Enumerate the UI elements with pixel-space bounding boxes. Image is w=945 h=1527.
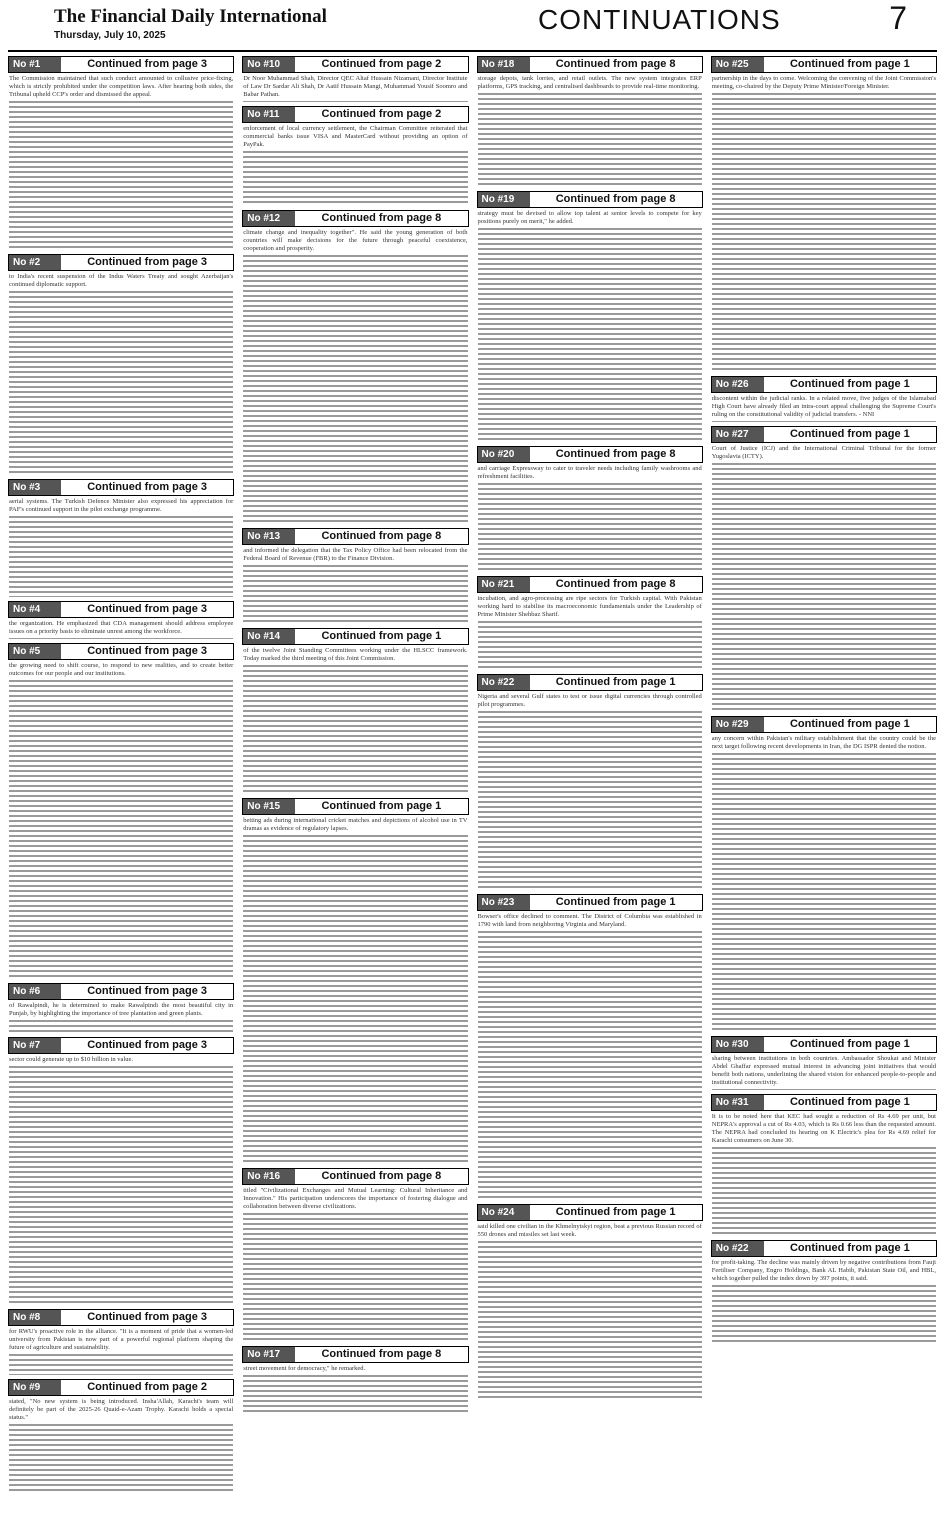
article-body [243,834,467,1164]
article-title: Continued from page 1 [530,1205,702,1220]
article-header [8,254,234,271]
article-body [243,150,467,206]
issue-date: Thursday, July 10, 2025 [54,30,166,41]
article-number: No #1 [9,57,61,72]
page-number: 7 [889,0,907,36]
article-header [711,426,937,443]
article-title: Continued from page 2 [295,107,467,122]
article-body [9,1019,233,1033]
article-body [243,100,467,102]
article-7 [8,1037,234,1305]
article-header [242,798,468,815]
article-header [477,56,703,73]
article-lead: to India's recent suspension of the Indus Waters Treaty and sought Azerbaijan's continued diplomatic support. [9,273,234,288]
article-lead: Bowser's office declined to comment. The District of Columbia was established in 1790 with land from neighboring Virginia and Maryland. [477,913,702,928]
article-number: No #24 [478,1205,530,1220]
article-lead: any concern within Pakistan's military establishment that the country could be the next target following recent developments in Iran, the DG ISPR denied the notion. [711,735,936,750]
article-body [712,1284,936,1344]
article-body [9,637,233,639]
article-number: No #20 [478,447,530,462]
article-title: Continued from page 3 [61,984,233,999]
article-body [478,92,702,187]
article-header [711,716,937,733]
article-lead: sector could generate up to $10 billion in value. [9,1056,134,1063]
article-number: No #19 [478,192,530,207]
article-header [8,1037,234,1054]
article-header [242,56,468,73]
article-body [9,1353,233,1375]
article-body [712,1146,936,1236]
article-number: No #30 [712,1037,764,1052]
article-lead: incubation, and agro-processing are ripe sectors for Turkish capital. With Pakistan working hard to stabilise its macroeconomic fundamentals under the Leadership of Prime Minister Shehbaz Sharif. [477,595,702,618]
article-title: Continued from page 3 [61,1310,233,1325]
article-title: Continued from page 1 [764,57,936,72]
article-lead: The Commission maintained that such conduct amounted to collusive price-fixing, which is strictly prohibited under the competition laws. After hearing both sides, the Tribunal upheld CCP's order and dismissed the appeal. [9,75,234,98]
article-header [242,528,468,545]
article-title: Continued from page 3 [61,480,233,495]
article-27 [711,426,937,712]
article-10 [242,56,468,102]
article-number: No #21 [478,577,530,592]
article-number: No #11 [243,107,295,122]
article-lead: the organization. He emphasized that CDA management should address employee issues on a priority basis to eliminate unrest among the workforce. [9,620,234,635]
article-title: Continued from page 2 [61,1380,233,1395]
article-title: Continued from page 1 [764,1095,936,1110]
article-title: Continued from page 3 [61,1038,233,1053]
article-title: Continued from page 1 [764,1037,936,1052]
article-header [242,1168,468,1185]
article-lead: of Rawalpindi, he is determined to make Rawalpindi the most beautiful city in Punjab, by highlighting the importance of tree plantation and green plants. [9,1002,234,1017]
article-header [711,56,937,73]
article-4 [8,601,234,639]
article-body [712,752,936,1032]
column-1 [8,54,234,1522]
article-1 [8,56,234,250]
article-lead: and informed the delegation that the Tax Policy Office had been relocated from the Federal Board of Revenue (FBR) to the Finance Division. [243,547,468,562]
article-number: No #4 [9,602,61,617]
article-3 [8,479,234,597]
article-body [9,290,233,475]
article-body [243,254,467,524]
article-body [478,930,702,1200]
article-header [8,643,234,660]
article-number: No #12 [243,211,295,226]
article-title: Continued from page 8 [530,577,702,592]
article-title: Continued from page 8 [295,1347,467,1362]
article-title: Continued from page 1 [530,675,702,690]
article-number: No #5 [9,644,61,659]
article-header [8,56,234,73]
article-body [478,1240,702,1400]
article-lead: enforcement of local currency settlement, the Chairman Committee reiterated that commercial banks issue VISA and MasterCard without providing an option of PayPak. [243,125,468,148]
article-header [242,106,468,123]
article-21 [477,576,703,670]
article-title: Continued from page 8 [295,1169,467,1184]
article-31 [711,1094,937,1236]
article-header [477,576,703,593]
masthead [8,0,937,52]
article-9 [8,1379,234,1493]
article-header [8,601,234,618]
article-lead: discontent within the judicial ranks. In a related move, five judges of the Islamabad High Court have already filed an intra-court appeal challenging the Supreme Court's ruling on the constitutional validity of judicial transfers. - NNI [711,395,936,418]
article-header [477,674,703,691]
article-lead: aerial systems. The Turkish Defence Minister also expressed his appreciation for PAF's continued support in the pilot exchange programme. [9,498,234,513]
article-17 [242,1346,468,1414]
article-lead: strategy must be devised to allow top talent at senior levels to compete for key positions purely on merit," he added. [477,210,702,225]
article-lead: street movement for democracy," he remarked. [243,1365,366,1372]
section-title: CONTINUATIONS [538,4,781,35]
article-body [9,1423,233,1493]
article-number: No #23 [478,895,530,910]
article-5 [8,643,234,979]
article-lead: betting ads during international cricket matches and depictions of alcohol use in TV dramas as evidence of regulatory lapses. [243,817,468,832]
article-title: Continued from page 1 [295,629,467,644]
article-lead: the growing need to shift course, to respond to new realities, and to create better outcomes for our people and our institutions. [9,662,234,677]
article-lead: Nigeria and several Gulf states to test or issue digital currencies through controlled pilot programmes. [477,693,702,708]
article-body [243,1212,467,1342]
article-body [478,710,702,890]
article-number: No #27 [712,427,764,442]
article-lead: for profit-taking. The decline was mainly driven by negative contributions from Fauji Fertiliser Company, Engro Holdings, Bank AL Habib, Pakistan State Oil, and HBL, which together pulled the index down by 397 points, it said. [711,1259,936,1282]
article-body [712,1088,936,1090]
article-23 [477,894,703,1200]
article-number: No #25 [712,57,764,72]
article-lead: and carriage Expressway to cater to traveler needs including family washrooms and refreshment facilities. [477,465,702,480]
article-body [712,420,936,422]
article-16 [242,1168,468,1342]
article-19 [477,191,703,442]
article-columns [8,54,937,1522]
article-title: Continued from page 3 [61,255,233,270]
article-body [9,100,233,250]
article-title: Continued from page 3 [61,57,233,72]
article-lead: sharing between institutions in both countries. Ambassador Shoukat and Minister Abdel Ghaffar expressed mutual interest in advancing joint initiatives that would benefit both nations, underlining the shared vision for enhanced people-to-people and institutional connectivity. [711,1055,936,1086]
article-title: Continued from page 8 [295,211,467,226]
article-title: Continued from page 3 [61,644,233,659]
article-2 [8,254,234,475]
article-body [712,92,936,372]
article-header [8,1379,234,1396]
column-3 [477,54,703,1522]
article-title: Continued from page 8 [530,192,702,207]
article-24 [477,1204,703,1400]
article-15 [242,798,468,1164]
article-header [242,1346,468,1363]
article-number: No #18 [478,57,530,72]
article-8 [8,1309,234,1375]
article-lead: stated, "No new system is being introduced. Insha'Allah, Karachi's team will definitely be part of the 2025-26 Quaid-e-Azam Trophy. Karachi holds a special status." [9,1398,234,1421]
article-title: Continued from page 8 [530,447,702,462]
article-title: Continued from page 3 [61,602,233,617]
article-lead: Dr Noor Muhammad Shah, Director QEC Altaf Hussain Nizamani, Director Institute of Law Dr Sardar Ali Shah, Dr Aatif Hussain Mangi, Muhammad Yousif Soomro and Babar Pathan. [243,75,468,98]
article-body [243,1374,467,1414]
article-header [477,446,703,463]
article-header [477,1204,703,1221]
article-lead: climate change and inequality together". He said the young generation of both countries will make decisions for the future through peaceful coexistence, cooperation and prosperity. [243,229,468,252]
article-number: No #13 [243,529,295,544]
article-number: No #7 [9,1038,61,1053]
article-body [243,564,467,624]
article-title: Continued from page 8 [295,529,467,544]
column-2 [242,54,468,1522]
article-title: Continued from page 1 [764,427,936,442]
article-lead: partnership in the days to come. Welcoming the convening of the Joint Commission's meeting, co-chaired by the Deputy Prime Minister/Foreign Minister. [711,75,936,90]
article-12 [242,210,468,524]
article-29 [711,716,937,1032]
article-lead: of the twelve Joint Standing Committees working under the HLSCC framework. Today marked the third meeting of this Joint Commission. [243,647,468,662]
article-header [711,1036,937,1053]
article-body [243,664,467,794]
newspaper-name: The Financial Daily International [54,6,327,27]
article-title: Continued from page 1 [764,1241,936,1256]
article-number: No #14 [243,629,295,644]
article-number: No #2 [9,255,61,270]
article-number: No #6 [9,984,61,999]
article-number: No #10 [243,57,295,72]
article-number: No #17 [243,1347,295,1362]
article-body [9,515,233,597]
article-lead: titled "Civilizational Exchanges and Mutual Learning: Cultural Inheritance and Innovation." His participation underscores the importance of fostering dialogue and collaboration between diverse civilizations. [243,1187,468,1210]
article-header [477,191,703,208]
article-body [9,679,233,979]
article-number: No #26 [712,377,764,392]
article-body [712,462,936,712]
article-title: Continued from page 8 [530,57,702,72]
article-number: No #22 [712,1241,764,1256]
article-header [8,983,234,1000]
article-number: No #9 [9,1380,61,1395]
article-title: Continued from page 1 [764,717,936,732]
article-lead: It is to be noted here that KEC had sought a reduction of Rs 4.69 per unit, but NEPRA's approval a cut of Rs 4.03, which is Rs 0.66 less than the requested amount. The NEPRA had concluded its hearing on K Electric's plea for Rs 4.69 relief for Karachi consumers on June 30. [711,1113,936,1144]
article-body [478,620,702,670]
article-title: Continued from page 2 [295,57,467,72]
article-30 [711,1036,937,1090]
article-18 [477,56,703,187]
article-6 [8,983,234,1033]
article-header [242,628,468,645]
article-lead: storage depots, tank lorries, and retail outlets. The new system integrates ERP platforms, GPS tracking, and centralised dashboards to provide real-time monitoring. [477,75,702,90]
article-header [711,376,937,393]
article-11 [242,106,468,206]
article-number: No #8 [9,1310,61,1325]
article-22 [477,674,703,890]
article-number: No #15 [243,799,295,814]
article-25 [711,56,937,372]
article-13 [242,528,468,624]
article-body [9,1065,233,1305]
article-header [8,479,234,496]
article-26 [711,376,937,422]
article-number: No #22 [478,675,530,690]
article-header [711,1240,937,1257]
article-body [478,482,702,572]
article-number: No #3 [9,480,61,495]
article-header [242,210,468,227]
article-number: No #31 [712,1095,764,1110]
article-14 [242,628,468,794]
article-body [478,227,702,442]
article-32 [711,1240,937,1344]
article-lead: said killed one civilian in the Khmelnytskyi region, beat a previous Russian record of 550 drones and missiles set last week. [477,1223,702,1238]
article-number: No #29 [712,717,764,732]
article-title: Continued from page 1 [295,799,467,814]
article-number: No #16 [243,1169,295,1184]
column-4 [711,54,937,1522]
article-lead: for RWU's proactive role in the alliance. "It is a moment of pride that a women-led university from Pakistan is now part of a powerful regional platform shaping the future of agriculture and sustainability. [9,1328,234,1351]
article-title: Continued from page 1 [764,377,936,392]
article-header [477,894,703,911]
article-title: Continued from page 1 [530,895,702,910]
article-20 [477,446,703,572]
article-header [711,1094,937,1111]
article-header [8,1309,234,1326]
article-lead: Court of Justice (ICJ) and the International Criminal Tribunal for the former Yugoslavia (ICTY). [711,445,936,460]
